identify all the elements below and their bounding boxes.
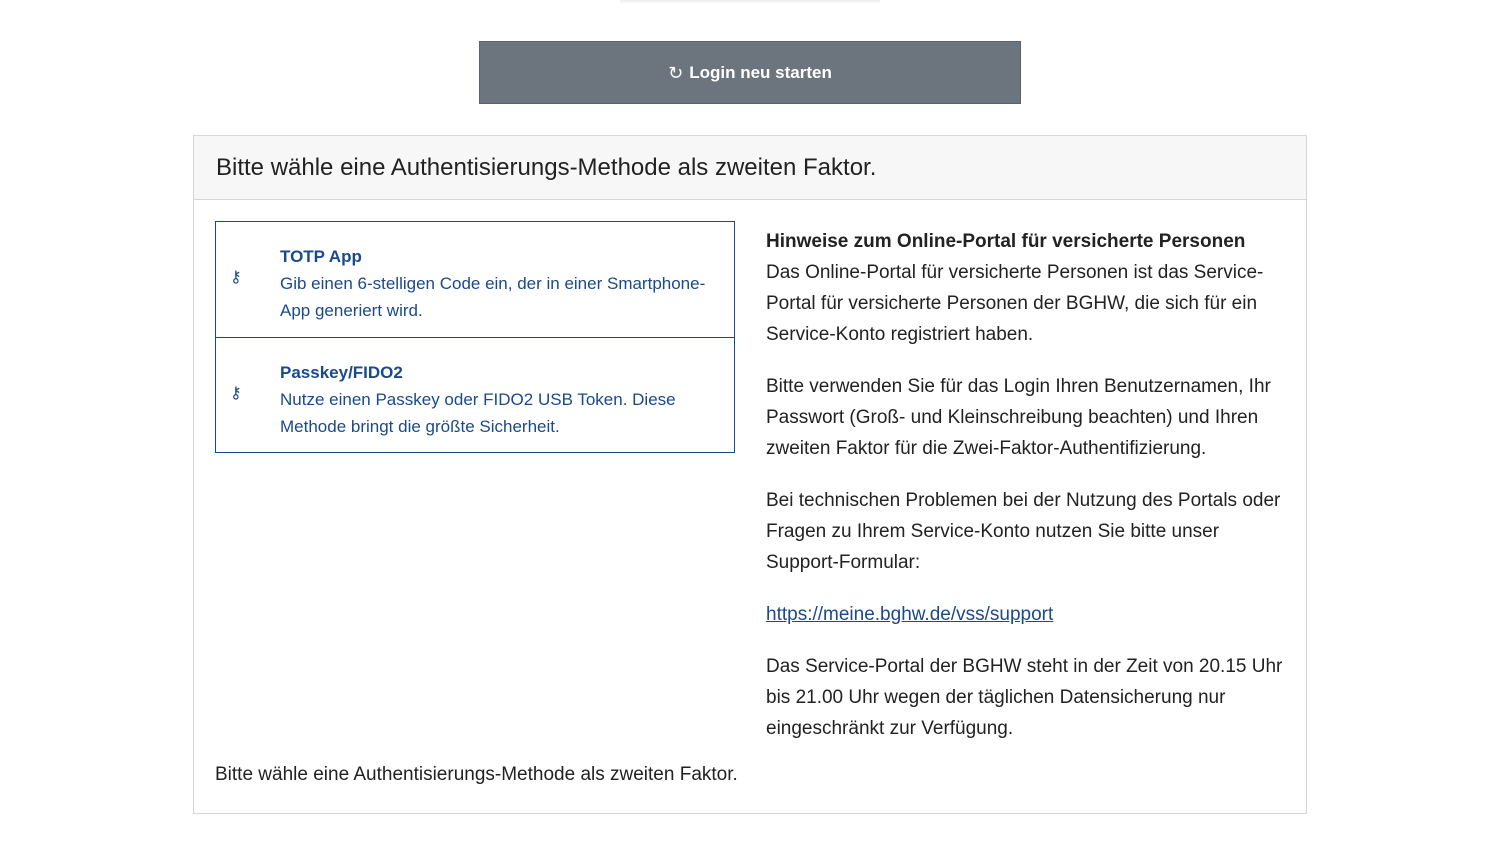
info-intro: Das Online-Portal für versicherte Personen ist das Service-Portal für versicherte Personen der BGHW, die sich für ein Service-Konto registriert haben.	[766, 262, 1264, 345]
auth-method-passkey[interactable]	[216, 337, 734, 452]
refresh-icon: ↻	[668, 62, 684, 83]
restart-login-label: Login neu starten	[689, 62, 832, 82]
info-intro-paragraph	[766, 226, 1296, 350]
auth-method-card	[193, 135, 1307, 814]
info-login-hint: Bitte verwenden Sie für das Login Ihren Benutzernamen, Ihr Passwort (Groß- und Kleinschreibung beachten) und Ihren zweiten Faktor für die Zwei-Faktor-Authentifizierung.	[766, 376, 1271, 459]
portal-info	[766, 226, 1296, 765]
info-maintenance-hint: Das Service-Portal der BGHW steht in der Zeit von 20.15 Uhr bis 21.00 Uhr wegen der täglichen Datensicherung nur eingeschränkt zur Verfügung.	[766, 656, 1283, 739]
info-title: Hinweise zum Online-Portal für versicherte Personen	[766, 231, 1246, 252]
restart-login-button[interactable]	[479, 41, 1021, 104]
key-icon: ⚷	[230, 385, 242, 402]
auth-method-title: Passkey/FIDO2	[280, 363, 403, 382]
info-support-link-paragraph	[766, 599, 1296, 630]
auth-method-description: Gib einen 6-stelligen Code ein, der in einer Smartphone-App generiert wird.	[280, 274, 706, 320]
info-support-hint: Bei technischen Problemen bei der Nutzung des Portals oder Fragen zu Ihrem Service-Konto nutzen Sie bitte unser Support-Formular:	[766, 490, 1281, 573]
top-fragment	[620, 0, 880, 4]
auth-method-description: Nutze einen Passkey oder FIDO2 USB Token. Diese Methode bringt die größte Sicherheit.	[280, 390, 676, 436]
support-link[interactable]: https://meine.bghw.de/vss/support	[766, 604, 1054, 625]
card-footer-text: Bitte wähle eine Authentisierungs-Methode als zweiten Faktor.	[215, 764, 738, 785]
key-icon: ⚷	[230, 269, 242, 286]
auth-method-title: TOTP App	[280, 247, 362, 266]
auth-method-list	[215, 221, 735, 453]
card-header: Bitte wähle eine Authentisierungs-Methode als zweiten Faktor.	[194, 136, 1306, 200]
auth-method-totp[interactable]	[216, 222, 734, 337]
